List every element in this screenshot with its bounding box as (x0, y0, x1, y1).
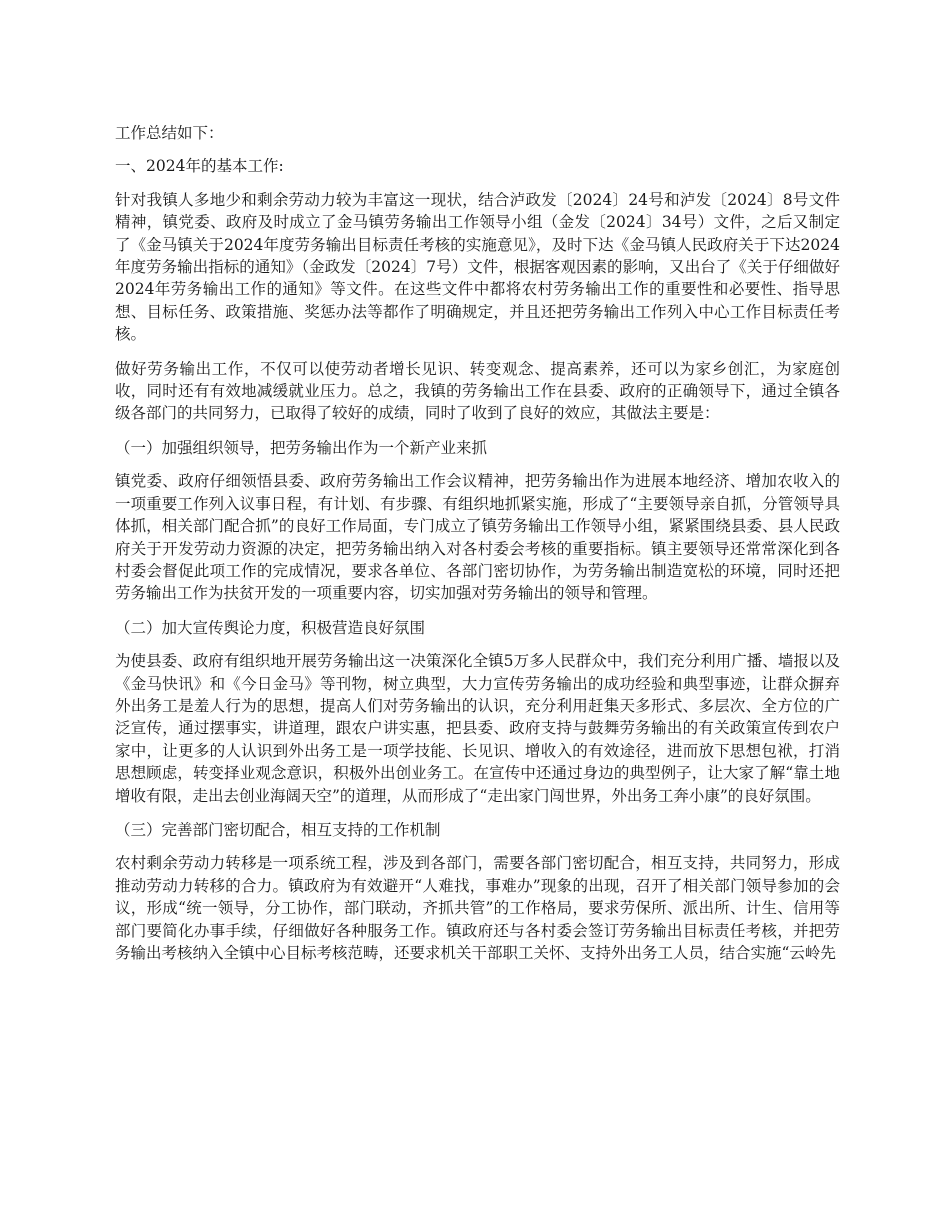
subsection-3-title: （三）完善部门密切配合，相互支持的工作机制 (115, 820, 441, 839)
paragraph-4: 为使县委、政府有组织地开展劳务输出这一决策深化全镇5万多人民群众中，我们充分利用广播、墙报以及《金马快讯》和《今日金马》等刊物，树立典型，大力宣传劳务输出的成功经验和典型事迹，让群众摒弃外出务工是羞人行为的思想，提高人们对劳务输出的认识，充分利用赶集天多形式、多层次、全方位的广泛宣传，通过摆事实，讲道理，跟农户讲实惠，把县委、政府支持与鼓舞劳务输出的有关政策宣传到农户家中，让更多的人认识到外出务工是一项学技能、长见识、增收入的有效途径，进而放下思想包袱，打消思想顾虑，转变择业观念意识，积极外出创业务工。在宣传中还通过身边的典型例子，让大家了解“靠土地增收有限，走出去创业海阔天空”的道理，从而形成了“走出家门闯世界，外出务工奔小康”的良好氛围。 (115, 652, 840, 805)
subsection-2-title: （二）加大宣传舆论力度，积极营造良好氛围 (115, 618, 426, 637)
paragraph-3: 镇党委、政府仔细领悟县委、政府劳务输出工作会议精神，把劳务输出作为进展本地经济、增加农收入的一项重要工作列入议事日程，有计划、有步骤、有组织地抓紧实施，形成了“主要领导亲自抓，分管领导具体抓，相关部门配合抓”的良好工作局面，专门成立了镇劳务输出工作领导小组，紧紧围绕县委、县人民政府关于开发劳动力资源的决定，把劳务输出纳入对各村委会考核的重要指标。镇主要领导还常常深化到各村委会督促此项工作的完成情况，要求各单位、各部门密切协作，为劳务输出制造宽松的环境，同时还把劳务输出工作为扶贫开发的一项重要内容，切实加强对劳务输出的领导和管理。 (115, 472, 840, 603)
paragraph-1: 针对我镇人多地少和剩余劳动力较为丰富这一现状，结合泸政发〔2024〕24号和泸发〔2024〕8号文件精神，镇党委、政府及时成立了金马镇劳务输出工作领导小组（金发〔2024〕34号）文件，之后又制定了《金马镇关于2024年度劳务输出目标责任考核的实施意见》，及时下达《金马镇人民政府关于下达2024年度劳务输出指标的通知》（金政发〔2024〕7号）文件，根据客观因素的影响，又出台了《关于仔细做好2024年劳务输出工作的通知》等文件。在这些文件中都将农村劳务输出工作的重要性和必要性、指导思想、目标任务、政策措施、奖惩办法等都作了明确规定，并且还把劳务输出工作列入中心工作目标责任考核。 (115, 190, 840, 344)
section-1-title: 一、2024年的基本工作: (115, 157, 284, 176)
paragraph-2: 做好劳务输出工作，不仅可以使劳动者增长见识、转变观念、提高素养，还可以为家乡创汇，为家庭创收，同时还有有效地减缓就业压力。总之，我镇的劳务输出工作在县委、政府的正确领导下，通过全镇各级各部门的共同努力，已取得了较好的成绩，同时了收到了良好的效应，其做法主要是： (115, 359, 840, 423)
subsection-1-title: （一）加强组织领导，把劳务输出作为一个新产业来抓 (115, 438, 488, 457)
document-page (115, 122, 840, 976)
paragraph-5: 农村剩余劳动力转移是一项系统工程，涉及到各部门，需要各部门密切配合，相互支持，共同努力，形成推动劳动力转移的合力。镇政府为有效避开“人难找，事难办”现象的出现，召开了相关部门领导参加的会议，形成“统一领导，分工协作，部门联动，齐抓共管”的工作格局，要求劳保所、派出所、计生、信用等部门要简化办事手续，仔细做好各种服务工作。镇政府还与各村委会签订劳务输出目标责任考核，并把劳务输出考核纳入全镇中心目标考核范畴，还要求机关干部职工关怀、支持外出务工人员，结合实施“云岭先 (115, 854, 840, 962)
intro-line: 工作总结如下： (115, 124, 224, 142)
